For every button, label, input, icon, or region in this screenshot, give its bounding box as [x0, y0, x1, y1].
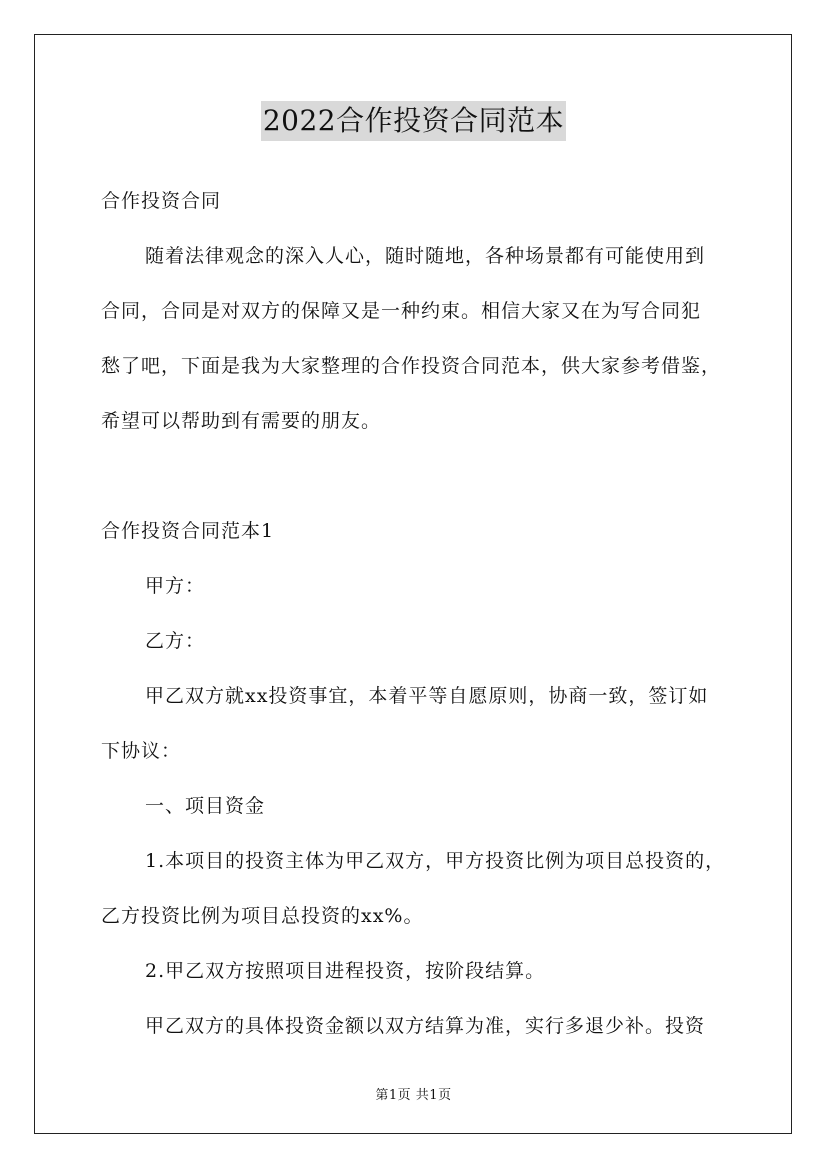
body-line: 合作投资合同	[101, 190, 222, 212]
body-line: 乙方投资比例为项目总投资的xx%。	[101, 905, 424, 927]
body-line: 随着法律观念的深入人心，随时随地，各种场景都有可能使用到	[145, 245, 706, 267]
body-line: 甲乙双方就xx投资事宜，本着平等自愿原则，协商一致，签订如	[145, 685, 709, 707]
clause-heading: 一、项目资金	[145, 795, 266, 817]
body-line: 希望可以帮助到有需要的朋友。	[101, 410, 382, 432]
body-line: 甲乙双方的具体投资金额以双方结算为准，实行多退少补。投资	[145, 1015, 706, 1037]
body-line: 2.甲乙双方按照项目进程投资，按阶段结算。	[145, 960, 546, 982]
body-line: 甲方：	[145, 575, 206, 597]
body-line: 下协议：	[101, 740, 182, 762]
document-title-block	[0, 101, 827, 141]
body-line: 愁了吧，下面是我为大家整理的合作投资合同范本，供大家参考借鉴，	[101, 355, 722, 377]
body-line: 合同，合同是对双方的保障又是一种约束。相信大家又在为写合同犯	[101, 300, 702, 322]
body-line: 1.本项目的投资主体为甲乙双方，甲方投资比例为项目总投资的，	[145, 850, 726, 872]
body-line: 乙方：	[145, 630, 206, 652]
blank-line	[101, 449, 737, 504]
document-title: 2022合作投资合同范本	[261, 101, 566, 141]
document-body	[101, 174, 737, 1054]
page-number-footer: 第1页 共1页	[375, 1088, 452, 1103]
section-heading: 合作投资合同范本1	[101, 520, 275, 542]
